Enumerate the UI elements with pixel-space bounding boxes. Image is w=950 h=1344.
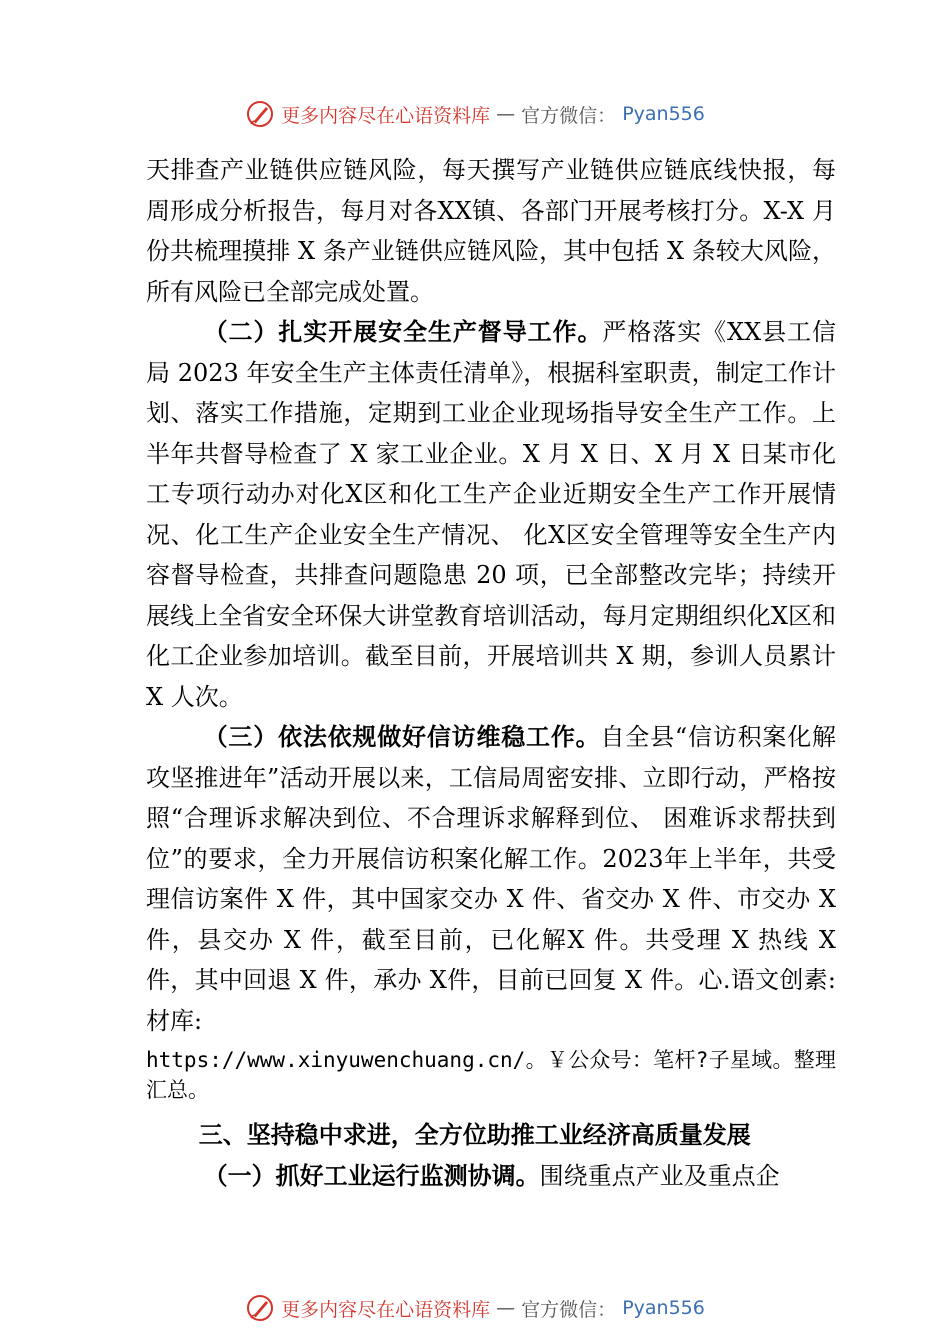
- paragraph-2-heading: （二）扎实开展安全生产督导工作。: [203, 317, 603, 346]
- paragraph-1: 天排查产业链供应链风险，每天撰写产业链供应链底线快报，每周形成分析报告，每月对各XX镇、各部门开展考核打分。X-X 月份共梳理摸排 X 条产业链供应链风险，其中包括 X 条较大风险，所有风险已全部完成处置。: [146, 156, 836, 306]
- paragraph-4: [146, 1156, 836, 1197]
- paragraph-2-body: 严格落实《XX县工信局 2023 年安全生产主体责任清单》，根据科室职责，制定工作计划、落实工作措施，定期到工业企业现场指导安全生产工作。上半年共督导检查了 X 家工业企业。X 月 X 日、X 月 X 日某市化工专项行动办对化X区和化工生产企业近期安全生产工作开展情况、化工生产企业安全生产情况、 化X区安全管理等安全生产内容督导检查，共排查问题隐患 20 项，已全部整改完毕；持续开展线上全省安全环保大讲堂教育培训活动，每月定期组织化X区和化工企业参加培训。截至目前，开展培训共 X 期，参训人员累计 X 人次。: [146, 318, 837, 711]
- paragraph-4-body: 围绕重点产业及重点企: [539, 1161, 780, 1190]
- paragraph-2: [146, 312, 836, 717]
- footer-watermark: [0, 1288, 950, 1328]
- quill-pen-logo-icon: [245, 99, 275, 129]
- watermark-account: Pyan556: [622, 1297, 705, 1319]
- watermark-dash: —: [496, 1297, 516, 1319]
- watermark-dash: —: [496, 103, 516, 125]
- watermark-label: 官方微信：: [521, 104, 617, 127]
- watermark-banner: [245, 99, 705, 129]
- section-heading: 三、坚持稳中求进，全方位助推工业经济高质量发展: [198, 1121, 751, 1149]
- watermark-label: 官方微信：: [521, 1298, 617, 1321]
- watermark-banner-footer: [245, 1293, 705, 1323]
- header-watermark: [0, 94, 950, 134]
- watermark-site: 更多内容尽在心语资料库: [281, 104, 491, 127]
- watermark-account: Pyan556: [622, 103, 705, 125]
- document-body: [146, 150, 836, 1196]
- paragraph-3-url-line: https://www.xinyuwenchuang.cn/。￥公众号：笔杆?子星域。整理汇总。: [146, 1048, 836, 1102]
- paragraph-3-heading: （三）依法依规做好信访维稳工作。: [203, 722, 601, 751]
- watermark-site: 更多内容尽在心语资料库: [281, 1298, 491, 1321]
- paragraph-3: [146, 717, 836, 1041]
- quill-pen-logo-icon: [245, 1293, 275, 1323]
- paragraph-4-heading: （一）抓好工业运行监测协调。: [203, 1160, 540, 1190]
- paragraph-3-body: 自全县“信访积案化解攻坚推进年”活动开展以来，工信局周密安排、立即行动，严格按照“合理诉求解决到位、不合理诉求解释到位、 困难诉求帮扶到位”的要求，全力开展信访积案化解工作。2023年上半年，共受理信访案件 X 件，其中国家交办 X 件、省交办 X 件、市交办 X 件，县交办 X 件，截至目前，已化解X 件。共受理 X 热线 X 件，其中回退 X 件，承办 X件，目前已回复 X 件。心.语文创素:材库:: [146, 723, 836, 1035]
